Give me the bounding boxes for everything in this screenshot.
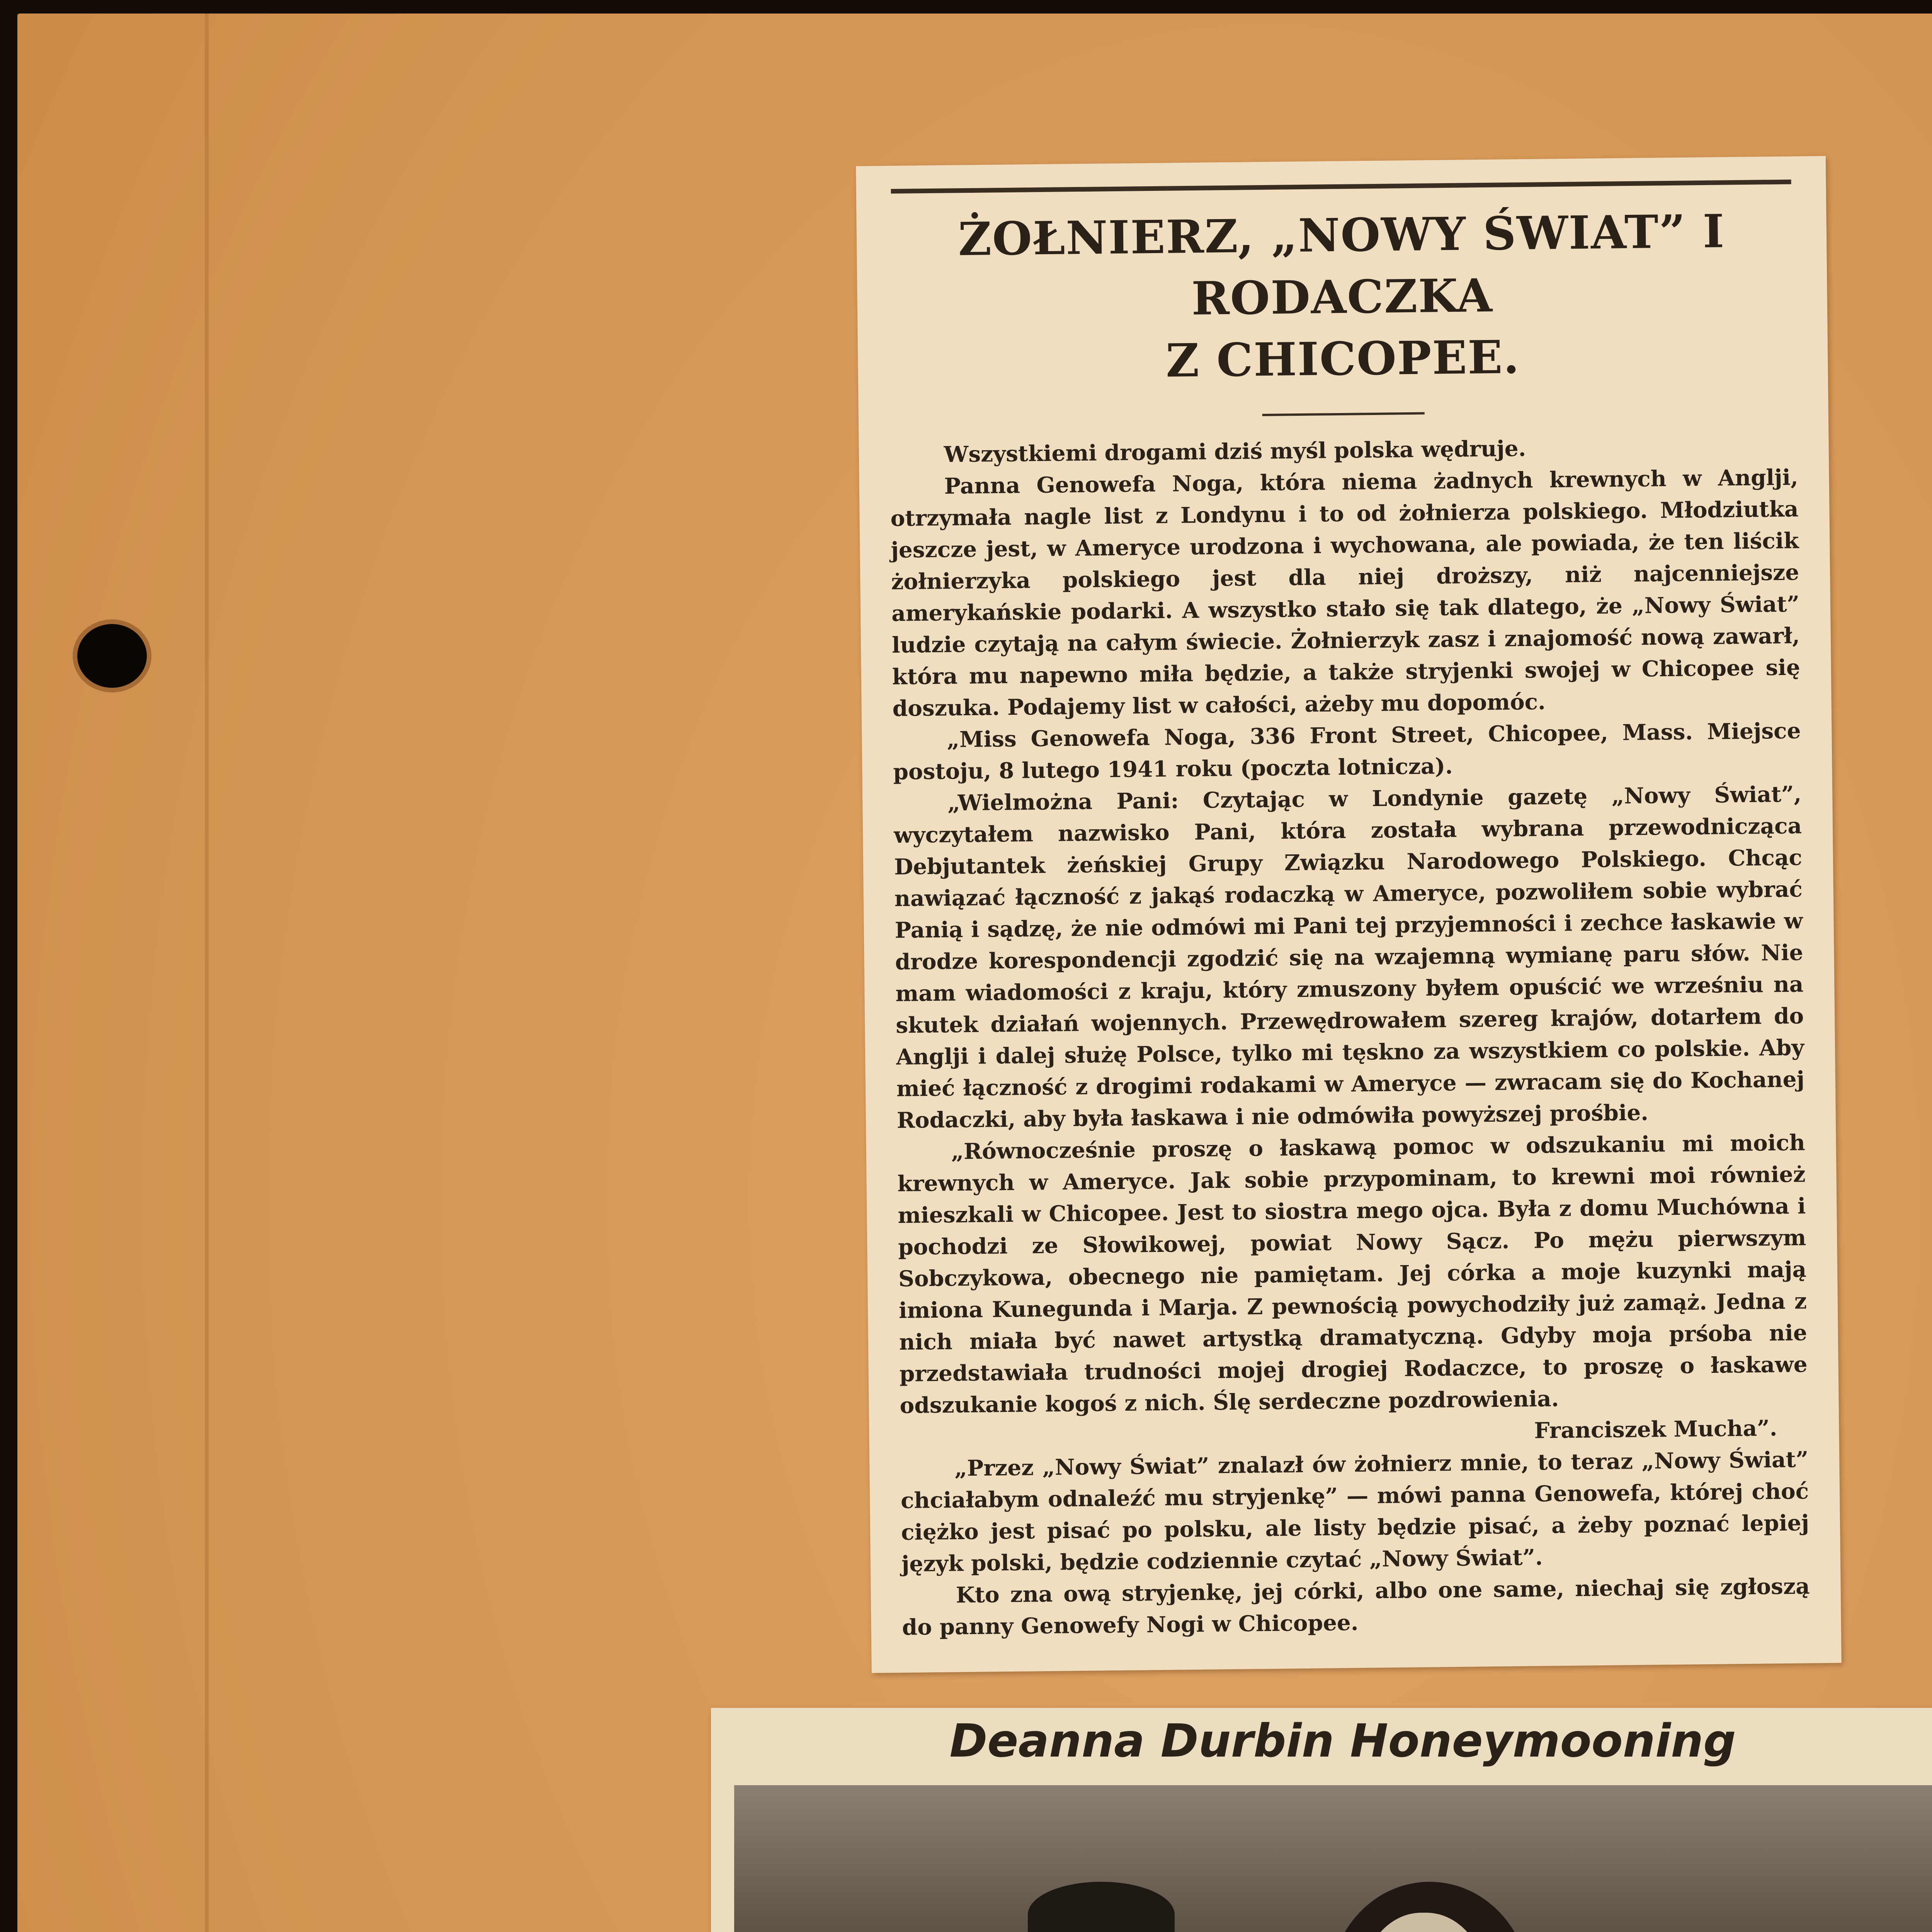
photo-sky <box>734 1785 1932 1932</box>
clipping-body <box>889 430 1810 1643</box>
clipping-paragraph: Kto zna ową stryjenkę, jej córki, albo one same, niechaj się zgłoszą do panny Genowefy Nogi w Chicopee. <box>902 1573 1810 1640</box>
photo-title: Deanna Durbin Honeymooning <box>949 1714 1736 1767</box>
clipping-divider <box>1262 412 1425 416</box>
couple-photo <box>734 1785 1932 1932</box>
clipping-signature: Franciszek Mucha”. <box>1534 1415 1777 1444</box>
clipping-top-rule <box>891 180 1791 194</box>
punch-hole-top <box>77 624 147 688</box>
clipping-paragraph: Wszystkiemi drogami dziś myśl polska wędruje. <box>944 435 1526 468</box>
clipping-headline-line2: Z CHICOPEE. <box>1165 330 1520 388</box>
page-margin-line <box>205 14 209 1932</box>
newspaper-clipping <box>856 156 1842 1673</box>
clipping-paragraph: Panna Genowefa Noga, która niema żadnych krewnych w Anglji, otrzymała nagle list z Londynu i to od żołnierza polskiego. Młodziutka jeszcze jest, w Ameryce urodzona i wychowana, ale powiada, że ten liścik żołnierzyka polskiego jest dla niej droższy, niż najcenniejsze amerykańskie podarki. A wszystko stało się tak dlatego, że „Nowy Świat” ludzie czytają na całym świecie. Żołnierzyk zasz i znajomość nową zawarł, która mu napewno miła będzie, a także stryjenki swojej w Chicopee się doszuka. Podajemy list w całości, ażeby mu dopomóc. <box>890 464 1801 722</box>
photo-clipping <box>711 1708 1932 1932</box>
clipping-paragraph: „Wielmożna Pani: Czytając w Londynie gazetę „Nowy Świat”, wyczytałem nazwisko Pani, która została wybrana przewodnicząca Debjutantek żeńskiej Grupy Związku Narodowego Polskiego. Chcąc nawiązać łączność z jakąś rodaczką w Ameryce, pozwoliłem sobie wybrać Panią i sądzę, że nie odmówi mi Pani tej przyjemności i zechce łaskawie w drodze korespondencji zgodzić się na wzajemną wymianę paru słów. Nie mam wiadomości z kraju, który zmuszony byłem opuścić we wrześniu na skutek działań wojennych. Przewędrowałem szereg krajów, dotarłem do Anglji i dalej służę Polsce, tylko mi tęskno za wszystkiem co polskie. Aby mieć łączność z drogimi rodakami w Ameryce — zwracam się do Kochanej Rodaczki, aby była łaskawa i nie odmówiła powyższej prośbie. <box>893 781 1805 1134</box>
clipping-paragraph: „Miss Genowefa Noga, 336 Front Street, Chicopee, Mass. Miejsce postoju, 8 lutego 1941 roku (poczta lotnicza). <box>893 718 1801 785</box>
clipping-paragraph: „Przez „Nowy Świat” znalazł ów żołnierz mnie, to teraz „Nowy Świat” chciałabym odnaleźć mu stryjenkę” — mówi panna Genowefa, której choć ciężko jest pisać po polsku, ale listy będzie pisać, a żeby poznać lepiej język polski, będzie codziennie czytać „Nowy Świat”. <box>900 1447 1810 1577</box>
clipping-headline-line1: ŻOŁNIERZ, „NOWY ŚWIAT” I RODACZKA <box>958 204 1725 325</box>
clipping-headline <box>887 200 1797 395</box>
clipping-paragraph: „Równocześnie proszę o łaskawą pomoc w odszukaniu mi moich krewnych w Ameryce. Jak sobie przypominam, to krewni moi również mieszkali w Chicopee. Jest to siostra mego ojca. Była z domu Muchówna i pochodzi ze Słowikowej, powiat Nowy Sącz. Po mężu pierwszym Sobczykowa, obecnego nie pamiętam. Jej córka a moje kuzynki mają imiona Kunegunda i Marja. Z pewnością powychodziły już zamąż. Jedna z nich miała być nawet artystką dramatyczną. Gdyby moja prśoba nie przedstawiała trudności mojej drogiej Rodaczce, to proszę o łaskawe odszukanie kogoś z nich. Ślę serdeczne pozdrowienia. <box>897 1130 1808 1418</box>
